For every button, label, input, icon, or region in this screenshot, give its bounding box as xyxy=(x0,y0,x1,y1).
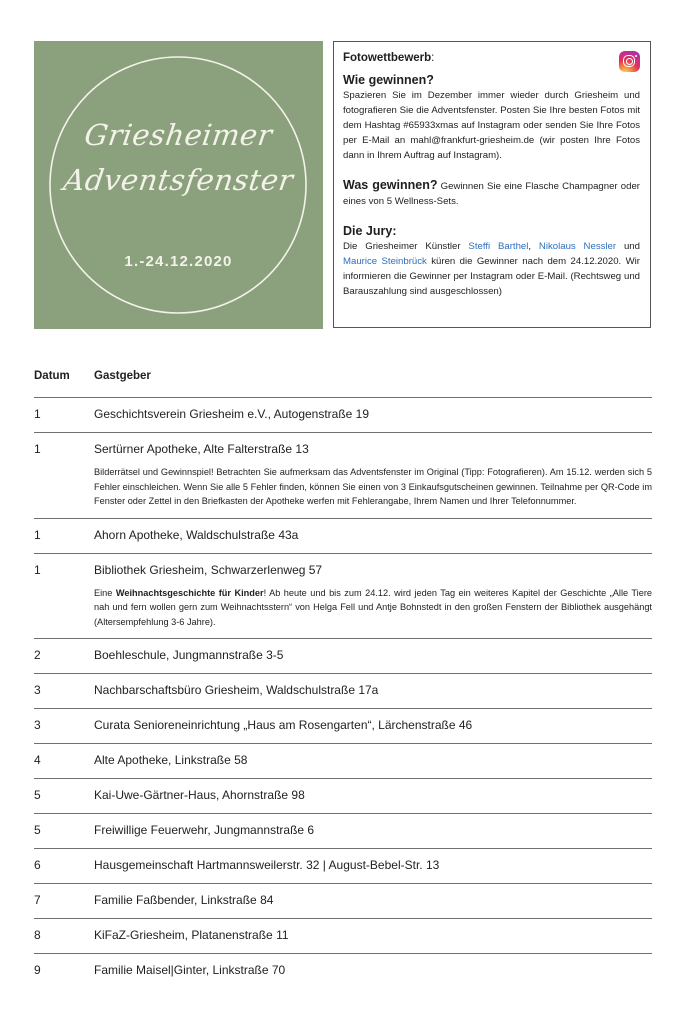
row-date: 1 xyxy=(34,407,41,421)
table-row xyxy=(34,709,652,744)
table-row xyxy=(34,519,652,554)
what-to-win-text: Gewinnen Sie eine Flasche Champagner oder eines von 5 Wellness-Sets. xyxy=(343,181,640,207)
row-host: Familie Faßbender, Linkstraße 84 xyxy=(94,893,274,907)
column-header-host: Gastgeber xyxy=(94,370,151,382)
table-row xyxy=(34,779,652,814)
row-host: Hausgemeinschaft Hartmannsweilerstr. 32 | August-Bebel-Str. 13 xyxy=(94,858,440,872)
instagram-icon-dot xyxy=(635,55,637,57)
how-to-win-text: Spazieren Sie im Dezember immer wieder durch Griesheim und fotografieren Sie die Adventsfenster. Posten Sie Ihre besten Fotos mit dem Hashtag #65933xmas auf Instagram oder senden Sie Ihre Fotos per E-Mail an mahl@frankfurt-griesheim.de (wir posten Ihre Fotos dann in Ihrem Auftrag auf Instagram). xyxy=(343,90,640,161)
jury-outro: küren die Gewinner nach dem 24.12.2020. Wir informieren die Gewinner per Instagram oder E-Mail. (Rechtsweg und Barauszahlung sind ausgeschlossen) xyxy=(343,256,640,297)
poster-title-line-2: Adventsfenster xyxy=(61,163,296,197)
contest-title-text: Fotowettbewerb xyxy=(343,52,432,64)
row-host: Curata Senioreneinrichtung „Haus am Rosengarten“, Lärchenstraße 46 xyxy=(94,718,473,732)
row-date: 3 xyxy=(34,718,41,732)
jury-member-link[interactable]: Steffi Barthel xyxy=(468,241,529,252)
instagram-icon-lens xyxy=(626,58,633,65)
row-host: Boehleschule, Jungmannstraße 3-5 xyxy=(94,648,284,662)
table-row xyxy=(34,919,652,954)
what-to-win-heading: Was gewinnen? xyxy=(343,178,438,192)
table-row xyxy=(34,814,652,849)
schedule-table xyxy=(34,370,652,988)
row-host: Ahorn Apotheke, Waldschulstraße 43a xyxy=(94,527,299,542)
table-row xyxy=(34,884,652,919)
column-header-date: Datum xyxy=(34,370,70,382)
row-host: KiFaZ-Griesheim, Platanenstraße 11 xyxy=(94,928,289,942)
jury-text xyxy=(343,239,640,299)
instagram-icon xyxy=(619,51,640,72)
table-row xyxy=(34,849,652,884)
poster-date-range: 1.-24.12.2020 xyxy=(124,253,233,270)
table-row xyxy=(34,433,652,519)
row-date: 9 xyxy=(34,963,41,977)
row-date: 2 xyxy=(34,648,41,662)
row-date: 1 xyxy=(34,527,41,542)
photo-contest-box xyxy=(333,41,651,328)
row-date: 1 xyxy=(34,562,41,577)
row-host: Nachbarschaftsbüro Griesheim, Waldschulstraße 17a xyxy=(94,683,379,697)
row-host: Alte Apotheke, Linkstraße 58 xyxy=(94,753,248,767)
how-to-win-heading: Wie gewinnen? xyxy=(343,73,434,87)
table-row xyxy=(34,398,652,433)
row-host: Kai-Uwe-Gärtner-Haus, Ahornstraße 98 xyxy=(94,788,305,802)
row-date: 8 xyxy=(34,928,41,942)
row-date: 7 xyxy=(34,893,41,907)
row-host: Bibliothek Griesheim, Schwarzerlenweg 57 xyxy=(94,562,323,577)
table-row xyxy=(34,674,652,709)
jury-intro: Die Griesheimer Künstler xyxy=(343,241,469,252)
table-header xyxy=(34,370,652,398)
poster-title-line-1: Griesheimer xyxy=(82,118,275,152)
advent-window-poster xyxy=(34,41,323,329)
desc-pre: Eine xyxy=(94,587,116,598)
row-description xyxy=(94,586,652,630)
table-row xyxy=(34,639,652,674)
table-row xyxy=(34,744,652,779)
row-host: Geschichtsverein Griesheim e.V., Autogenstraße 19 xyxy=(94,407,370,421)
desc-highlight: Weihnachtsgeschichte für Kinder xyxy=(115,587,264,598)
table-row xyxy=(34,954,652,988)
jury-separator: , xyxy=(528,241,539,252)
row-date: 3 xyxy=(34,683,41,697)
row-date: 5 xyxy=(34,823,41,837)
row-date: 4 xyxy=(34,753,41,767)
jury-member-link[interactable]: Nikolaus Nessler xyxy=(538,241,617,252)
row-host: Freiwillige Feuerwehr, Jungmannstraße 6 xyxy=(94,823,315,837)
row-date: 6 xyxy=(34,858,41,872)
row-host: Familie Maisel|Ginter, Linkstraße 70 xyxy=(94,963,286,977)
desc-post: ! Ab heute und bis zum 24.12. wird jeden Tag ein weiteres Kapitel der Geschichte „Alle Tiere nah und fern wollen gern zum Weihnachtsstern“ von Helga Fell und Antje Bohnstedt in den großen Fenstern der Bibliothek ausgehängt (Altersempfehlung 3-6 Jahre). xyxy=(94,587,652,627)
contest-title-colon: : xyxy=(431,52,435,64)
jury-heading: Die Jury: xyxy=(343,224,397,238)
what-to-win-paragraph xyxy=(343,177,640,209)
contest-title xyxy=(343,50,640,66)
row-date: 5 xyxy=(34,788,41,802)
jury-separator: und xyxy=(616,241,640,252)
row-host: Sertürner Apotheke, Alte Falterstraße 13 xyxy=(94,442,309,456)
table-row xyxy=(34,554,652,640)
row-description: Bilderrätsel und Gewinnspiel! Betrachten Sie aufmerksam das Adventsfenster im Original (Tipp: Fotografieren). Am 15.12. werden sich 5 Fehler einschleichen. Wenn Sie alle 5 Fehler finden, können Sie einen von 3 Einkaufsgutscheinen gewinnen. Teilnahme per QR-Code im Fenster oder Zettel in den Briefkasten der Apotheke werfen mit Fehlerangabe, Ihrem Namen und Ihrer Telefonnummer. xyxy=(94,467,652,506)
jury-member-link[interactable]: Maurice Steinbrück xyxy=(343,256,427,267)
row-date: 1 xyxy=(34,442,41,456)
